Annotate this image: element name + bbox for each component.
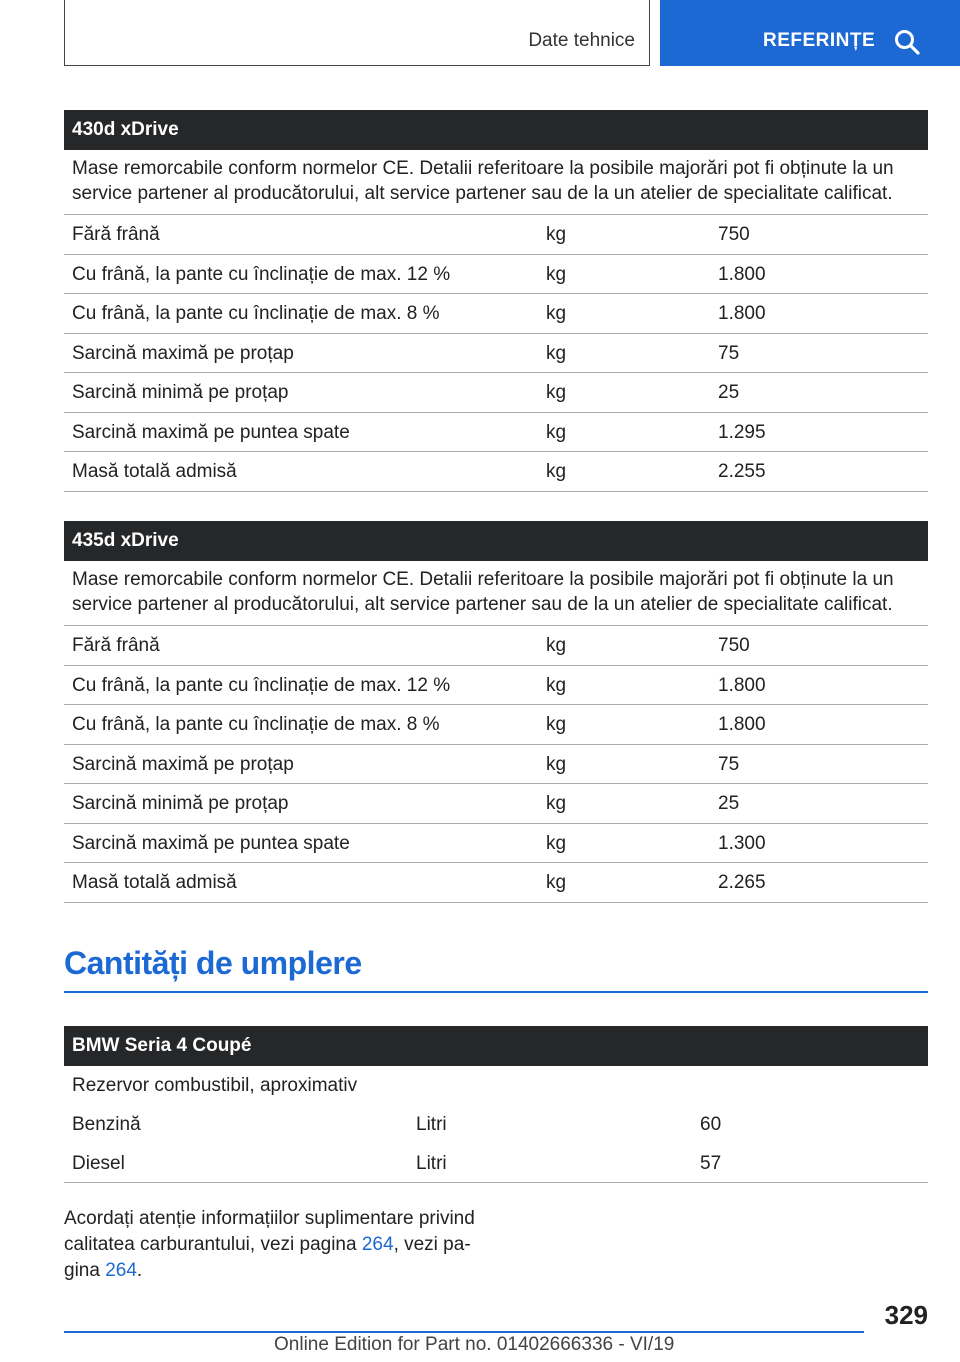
value: 750 xyxy=(718,635,750,656)
search-icon[interactable] xyxy=(894,29,920,55)
unit: kg xyxy=(546,674,567,696)
value: 60 xyxy=(700,1114,722,1135)
value: 2.255 xyxy=(718,461,766,482)
value: 57 xyxy=(700,1153,722,1174)
row-label: Sarcină maximă pe proțap xyxy=(72,753,294,775)
row-label: Cu frână, la pante cu înclinație de max. 12 % xyxy=(72,674,451,696)
table-row xyxy=(64,215,928,255)
value: 750 xyxy=(718,224,750,245)
table-row xyxy=(64,705,928,745)
value: 1.300 xyxy=(718,832,766,854)
section-label: Date tehnice xyxy=(528,30,635,51)
value: 1.800 xyxy=(718,674,766,696)
row-label: Sarcină maximă pe puntea spate xyxy=(72,832,350,854)
unit: kg xyxy=(546,263,567,285)
unit: kg xyxy=(546,303,567,324)
unit: kg xyxy=(546,714,567,735)
row-label: Cu frână, la pante cu înclinație de max. 8 % xyxy=(72,303,440,324)
page-link[interactable]: 264 xyxy=(361,1234,394,1255)
table-note: Mase remorcabile conform normelor CE. Detalii referitoare la posibile majorări pot fi obținute la un service partener al producătorului, alt service partener sau de la un atelier de specialitate calificat. xyxy=(64,561,928,626)
table-row xyxy=(64,626,928,666)
section-tab[interactable] xyxy=(64,0,650,66)
row-label: Fără frână xyxy=(72,635,160,656)
unit: kg xyxy=(546,461,567,482)
table-row xyxy=(64,745,928,785)
towing-table-430d xyxy=(64,110,928,492)
unit: kg xyxy=(546,872,567,893)
value: 1.800 xyxy=(718,263,766,285)
row-label: Sarcină maximă pe proțap xyxy=(72,342,294,364)
row-label: Masă totală admisă xyxy=(72,872,237,893)
note-text: . xyxy=(136,1260,143,1281)
row-label: Cu frână, la pante cu înclinație de max. 12 % xyxy=(72,263,451,285)
fuel-quality-note xyxy=(64,1206,494,1284)
value: 1.800 xyxy=(718,303,766,324)
unit: kg xyxy=(546,224,567,245)
table-row xyxy=(64,1144,928,1183)
fill-quantities-table xyxy=(64,1026,928,1183)
page-link[interactable]: 264 xyxy=(105,1260,137,1281)
value: 75 xyxy=(718,342,740,364)
fuel-type: Diesel xyxy=(72,1153,125,1174)
table-row xyxy=(64,373,928,413)
page-number: 329 xyxy=(884,1300,928,1330)
value: 25 xyxy=(718,382,740,403)
row-label: Sarcină maximă pe puntea spate xyxy=(72,421,350,443)
row-label: Masă totală admisă xyxy=(72,461,237,482)
unit: kg xyxy=(546,342,567,364)
table-row xyxy=(64,666,928,706)
table-row xyxy=(64,452,928,492)
unit: kg xyxy=(546,421,567,443)
value: 1.295 xyxy=(718,421,766,443)
row-label: Cu frână, la pante cu înclinație de max. 8 % xyxy=(72,714,440,735)
table-title: BMW Seria 4 Coupé xyxy=(64,1026,928,1066)
table-title: 435d xDrive xyxy=(64,521,928,561)
unit: kg xyxy=(546,832,567,854)
unit: kg xyxy=(546,635,567,656)
row-label: Sarcină minimă pe proțap xyxy=(72,793,289,814)
note-text: Acordați atenție informațiilor suplimentare privind calitatea carburantului, vezi pagina xyxy=(64,1208,475,1255)
footer-divider xyxy=(64,1331,864,1333)
table-row xyxy=(64,863,928,903)
table-row xyxy=(64,255,928,295)
row-label: Fără frână xyxy=(72,224,160,245)
chapter-tab[interactable] xyxy=(660,0,960,66)
page-header xyxy=(0,0,960,66)
unit: kg xyxy=(546,382,567,403)
note-text: , vezi pa-gina xyxy=(64,1234,471,1281)
fuel-type: Benzină xyxy=(72,1114,141,1135)
table-title: 430d xDrive xyxy=(64,110,928,150)
unit: kg xyxy=(546,753,567,775)
table-note: Mase remorcabile conform normelor CE. Detalii referitoare la posibile majorări pot fi obținute la un service partener al producătorului, alt service partener sau de la un atelier de specialitate calificat. xyxy=(64,150,928,215)
table-row xyxy=(64,784,928,824)
table-row xyxy=(64,334,928,374)
value: 75 xyxy=(718,753,740,775)
footer-text: Online Edition for Part no. 01402666336 - VI/19 xyxy=(274,1334,675,1355)
towing-table-435d xyxy=(64,521,928,903)
chapter-label: REFERINȚE xyxy=(763,30,876,51)
table-row xyxy=(64,824,928,864)
table-subtitle: Rezervor combustibil, aproximativ xyxy=(72,1075,358,1096)
unit: Litri xyxy=(416,1114,447,1135)
unit: kg xyxy=(546,793,567,814)
table-row xyxy=(64,1105,928,1144)
value: 25 xyxy=(718,793,740,814)
table-row xyxy=(64,413,928,453)
value: 2.265 xyxy=(718,872,766,893)
section-heading xyxy=(64,945,928,993)
row-label: Sarcină minimă pe proțap xyxy=(72,382,289,403)
value: 1.800 xyxy=(718,714,766,735)
section-title: Cantități de umplere xyxy=(64,945,362,981)
unit: Litri xyxy=(416,1153,447,1174)
table-row xyxy=(64,294,928,334)
